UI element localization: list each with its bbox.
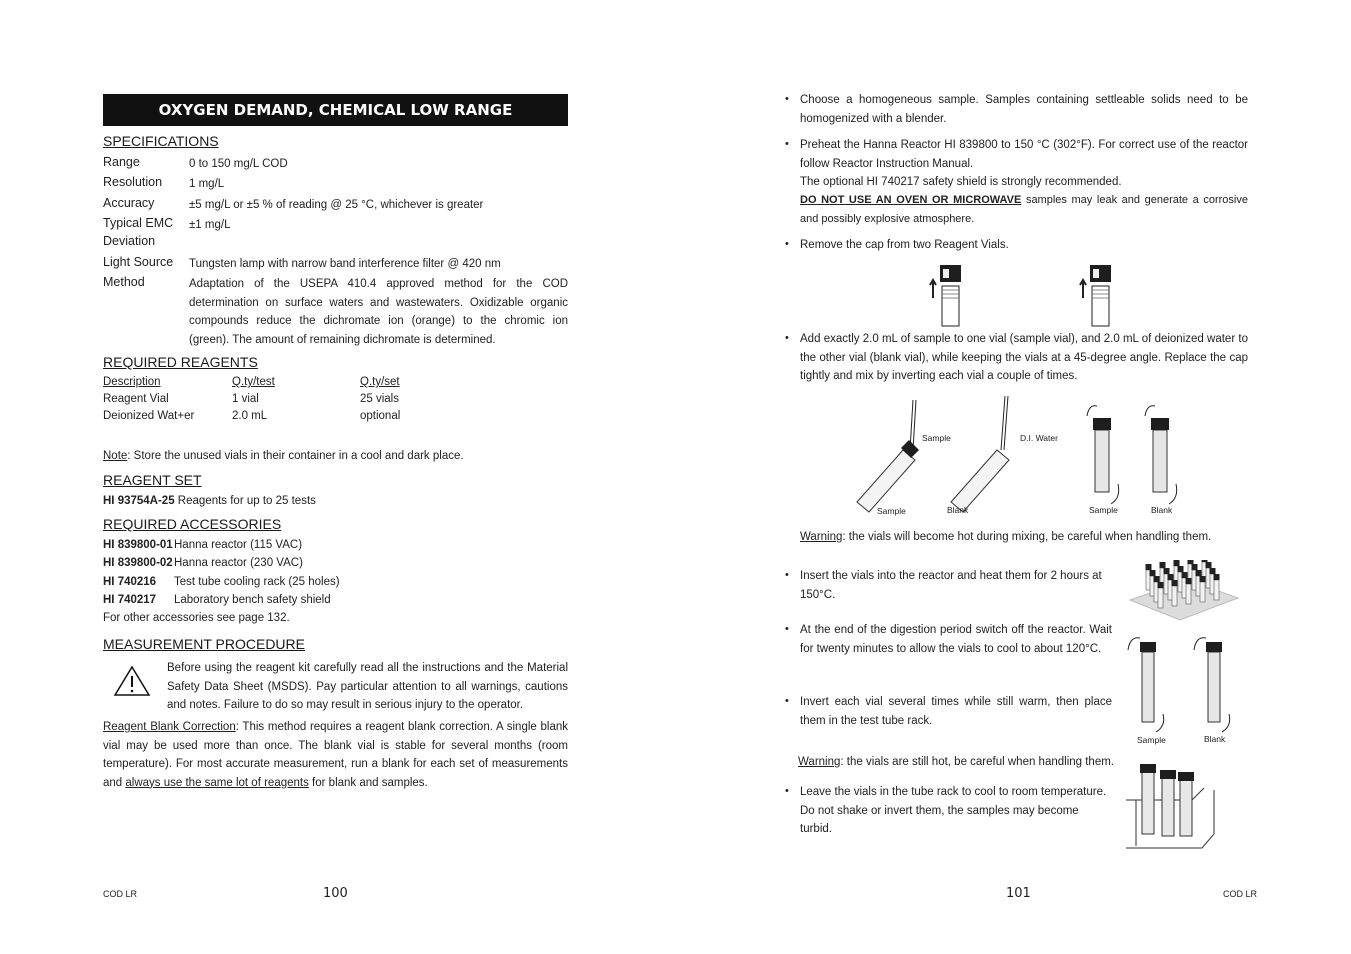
note-text: : Store the unused vials in their container in a cool and dark place.	[127, 450, 464, 462]
accessory-code-3: HI 740216	[103, 576, 157, 588]
accessory-text-1: Hanna reactor (115 VAC)	[174, 539, 303, 551]
page-number-right: 101	[1006, 886, 1031, 901]
spec-value-resolution: 1 mg/L	[189, 178, 225, 190]
footer-code-right: COD LR	[1223, 889, 1258, 899]
footer-code-left: COD LR	[103, 889, 138, 899]
bullet-marker: •	[785, 623, 789, 635]
step-cool-down: At the end of the digestion period switch off the reactor. Wait for twenty minutes to allow the vials to cool to about 120°C.	[800, 624, 1112, 655]
reagents-col-qty-set: Q.ty/set	[360, 376, 400, 388]
fig-label-sample: Sample	[877, 506, 906, 516]
reactor-vial-cap	[1206, 562, 1212, 568]
fig-label-blank-invert: Blank	[1204, 734, 1226, 744]
reactor-vial	[1214, 580, 1219, 600]
safety-shield-note: The optional HI 740217 safety shield is strongly recommended.	[800, 176, 1122, 188]
accessory-code-4: HI 740217	[103, 594, 157, 606]
accessory-code-2: HI 839800-02	[103, 557, 173, 569]
reagent-set-line	[103, 492, 316, 510]
add-sample-figure	[845, 392, 1190, 522]
bullet-marker: •	[785, 93, 789, 105]
spec-label-accuracy: Accuracy	[103, 196, 155, 210]
same-lot-text: always use the same lot of reagents	[125, 776, 309, 789]
oven-warning	[800, 191, 1248, 228]
vial-icon	[1145, 406, 1177, 504]
fig-label-sample-vial: Sample	[1089, 505, 1118, 515]
reagent-row-2-desc: Deionized Wat+er	[103, 410, 195, 422]
reactor-vial-cap	[1188, 560, 1194, 564]
oven-warning-caps: DO NOT USE AN OVEN OR MICROWAVE	[800, 194, 1022, 206]
reactor-vial	[1158, 588, 1163, 608]
page-title: OXYGEN DEMAND, CHEMICAL LOW RANGE	[103, 94, 568, 126]
vial-icon	[930, 265, 961, 326]
step-preheat-reactor: Preheat the Hanna Reactor HI 839800 to 150 °C (302°F). For correct use of the reactor follow Reactor Instruction Manual.	[800, 139, 1248, 170]
bullet-marker: •	[785, 332, 789, 344]
oven-warning-text: samples may leak and generate a corrosive and possibly explosive atmosphere.	[800, 194, 1248, 225]
reactor-vial-cap	[1178, 566, 1184, 572]
accessory-text-3: Test tube cooling rack (25 holes)	[174, 576, 340, 588]
fig-label-sample-invert: Sample	[1137, 735, 1166, 745]
vial-icon	[1140, 764, 1156, 834]
blank-correction-text: : This method requires a reagent blank correction. A single blank vial may be used more than once. The blank vial is stable for several months (room temperature). For most accurate measurement, run a blank for each set of measurements and	[103, 721, 569, 789]
reactor-vial-cap	[1196, 570, 1202, 576]
reactor-vial-cap	[1182, 572, 1188, 578]
step-insert-reactor: Insert the vials into the reactor and heat them for 2 hours at 150°C.	[800, 570, 1102, 601]
bullet-marker: •	[785, 238, 789, 250]
spec-label-emc-deviation: Deviation	[103, 234, 156, 248]
reactor-vial-cap	[1192, 564, 1198, 570]
reactor-vial-cap	[1154, 576, 1160, 582]
reactor-vial-cap	[1202, 560, 1208, 562]
spec-label-method: Method	[103, 275, 145, 289]
spec-value-range: 0 to 150 mg/L COD	[189, 158, 288, 170]
spec-value-method: Adaptation of the USEPA 410.4 approved method for the COD determination on surface waters and wastewaters. Oxidizable organic compounds reduce the dichromate ion (orange) to the chromic ion (green). The amount of remaining dichromate is determined.	[189, 278, 568, 346]
reactor-vial-cap	[1168, 574, 1174, 580]
reagent-row-1-set: 25 vials	[360, 393, 399, 405]
reagent-row-2-set: optional	[360, 410, 401, 422]
vial-icon	[1194, 638, 1230, 732]
reactor-vial	[1200, 582, 1205, 602]
specifications-heading: SPECIFICATIONS	[103, 133, 219, 149]
spec-label-resolution: Resolution	[103, 175, 163, 189]
blank-correction-label: Reagent Blank Correction	[103, 721, 236, 733]
step-rest-vials: Leave the vials in the tube rack to cool to room temperature. Do not shake or invert them, the samples may become turbid.	[800, 786, 1107, 835]
vial-icon	[1160, 770, 1176, 836]
note-label: Note	[103, 450, 128, 462]
reactor-vial-cap	[1150, 570, 1156, 576]
step-remove-caps: Remove the cap from two Reagent Vials.	[800, 239, 1009, 251]
spec-label-range: Range	[103, 155, 140, 169]
reactor-vial-cap	[1160, 562, 1166, 568]
warning-still-hot	[798, 756, 1114, 768]
vial-icon	[1080, 265, 1111, 326]
reactor-vial-cap	[1200, 576, 1206, 582]
storage-note	[103, 447, 464, 465]
reactor-vial-cap	[1186, 578, 1192, 584]
tube-rack-figure	[1122, 760, 1218, 852]
reactor-vial	[1172, 586, 1177, 606]
vial-icon	[1128, 638, 1164, 732]
spec-label-light-source: Light Source	[103, 255, 174, 269]
warning-text: : the vials will become hot during mixing, be careful when handling them.	[842, 531, 1212, 543]
blank-correction-end: for blank and samples.	[308, 776, 428, 789]
remove-cap-figure	[920, 262, 1130, 328]
bullet-marker: •	[785, 695, 789, 707]
reagent-row-1-test: 1 vial	[232, 393, 259, 405]
fig-label-sample-top: Sample	[922, 433, 951, 443]
reactor-vial-cap	[1164, 568, 1170, 574]
spec-value-accuracy: ±5 mg/L or ±5 % of reading @ 25 °C, whichever is greater	[189, 199, 484, 211]
bullet-marker: •	[785, 138, 789, 150]
blank-correction-paragraph	[103, 718, 568, 792]
reactor-vial-cap	[1158, 582, 1164, 588]
reagent-set-heading: REAGENT SET	[103, 472, 202, 488]
warning-label: Warning	[800, 531, 843, 543]
reactor-vial-cap	[1174, 560, 1180, 566]
safety-warning-text: Before using the reagent kit carefully read all the instructions and the Material Safety Data Sheet (MSDS). Pay particular attention to all warnings, cautions and notes. Failure to do so may result in serious injury to the operator.	[167, 662, 568, 711]
accessory-text-2: Hanna reactor (230 VAC)	[174, 557, 303, 569]
vial-icon	[1087, 406, 1119, 504]
spec-value-emc: ±1 mg/L	[189, 219, 231, 231]
warning-text: : the vials are still hot, be careful when handling them.	[840, 756, 1115, 768]
procedure-heading: MEASUREMENT PROCEDURE	[103, 636, 305, 652]
angled-vial-icon	[857, 400, 919, 512]
warning-triangle-icon	[113, 665, 151, 697]
reactor-vial-cap	[1214, 574, 1220, 580]
bullet-marker: •	[785, 569, 789, 581]
fig-label-di-water: D.I. Water	[1020, 433, 1058, 443]
accessory-text-4: Laboratory bench safety shield	[174, 594, 331, 606]
warning-label: Warning	[798, 756, 841, 768]
accessories-heading: REQUIRED ACCESSORIES	[103, 516, 282, 532]
page-number-left: 100	[323, 886, 348, 901]
spec-label-emc: Typical EMC	[103, 216, 174, 230]
reagents-heading: REQUIRED REAGENTS	[103, 354, 258, 370]
reactor-vial-cap	[1172, 580, 1178, 586]
reagent-set-text: Reagents for up to 25 tests	[174, 495, 316, 507]
reagent-row-1-desc: Reagent Vial	[103, 393, 169, 405]
reagent-row-2-test: 2.0 mL	[232, 410, 268, 422]
reagent-set-code: HI 93754A-25	[103, 495, 175, 507]
fig-label-blank: Blank	[947, 505, 969, 515]
reactor-vial-cap	[1146, 564, 1152, 570]
step-add-sample: Add exactly 2.0 mL of sample to one vial (sample vial), and 2.0 mL of deionized water to the other vial (blank vial), while keeping the vials at a 45-degree angle. Replace the cap tightly and mix by inverting each vial a couple of times.	[800, 333, 1248, 382]
reactor-figure	[1128, 560, 1240, 622]
bullet-marker: •	[785, 785, 789, 797]
angled-vial-icon	[951, 396, 1009, 512]
warning-hot-mixing	[800, 531, 1211, 543]
reagents-col-description: Description	[103, 376, 161, 388]
reactor-vial-cap	[1210, 568, 1216, 574]
step-homogeneous-sample: Choose a homogeneous sample. Samples containing settleable solids need to be homogenized with a blender.	[800, 94, 1248, 125]
vial-icon	[1178, 772, 1194, 836]
invert-vials-figure	[1120, 632, 1250, 747]
step-invert-vials: Invert each vial several times while still warm, then place them in the test tube rack.	[800, 696, 1112, 727]
reactor-vial	[1186, 584, 1191, 604]
spec-value-light-source: Tungsten lamp with narrow band interference filter @ 420 nm	[189, 258, 501, 270]
fig-label-blank-vial: Blank	[1151, 505, 1173, 515]
accessory-code-1: HI 839800-01	[103, 539, 173, 551]
reagents-col-qty-test: Q.ty/test	[232, 376, 275, 388]
accessories-more: For other accessories see page 132.	[103, 612, 290, 624]
